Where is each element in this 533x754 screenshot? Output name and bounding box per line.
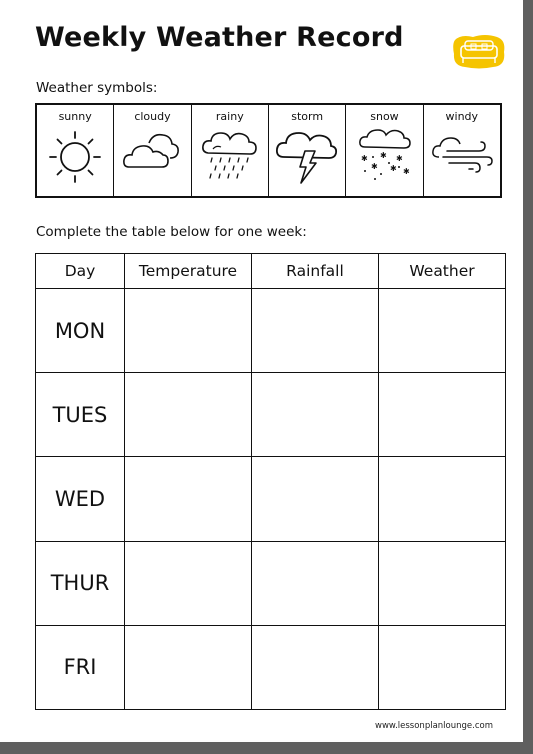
- temperature-cell[interactable]: [125, 373, 252, 457]
- snow-cloud-icon: [353, 127, 415, 183]
- weather-cell[interactable]: [379, 289, 506, 373]
- day-cell: WED: [36, 457, 125, 541]
- symbol-cell-windy: [424, 105, 500, 196]
- header-day: Day: [36, 254, 125, 289]
- symbol-label: sunny: [58, 110, 92, 123]
- symbols-heading: Weather symbols:: [36, 80, 158, 96]
- symbol-label: snow: [370, 110, 399, 123]
- table-row: [36, 625, 506, 709]
- table-row: [36, 457, 506, 541]
- symbol-cell-cloudy: [114, 105, 191, 196]
- temperature-cell[interactable]: [125, 457, 252, 541]
- table-row: [36, 289, 506, 373]
- weather-cell[interactable]: [379, 373, 506, 457]
- rainfall-cell[interactable]: [252, 541, 379, 625]
- instruction-text: Complete the table below for one week:: [36, 224, 307, 240]
- svg-text:✱: ✱: [390, 164, 398, 173]
- day-cell: MON: [36, 289, 125, 373]
- symbol-cell-rainy: [192, 105, 269, 196]
- svg-text:✱: ✱: [380, 151, 388, 160]
- weather-cell[interactable]: [379, 457, 506, 541]
- symbol-cell-storm: [269, 105, 346, 196]
- svg-text:✱: ✱: [403, 167, 411, 176]
- lesson-plan-lounge-logo: [451, 34, 507, 70]
- rainfall-cell[interactable]: [252, 457, 379, 541]
- day-cell: TUES: [36, 373, 125, 457]
- temperature-cell[interactable]: [125, 289, 252, 373]
- rain-cloud-icon: [199, 127, 261, 185]
- header-temperature: Temperature: [125, 254, 252, 289]
- rainfall-cell[interactable]: [252, 625, 379, 709]
- symbol-cell-snow: [346, 105, 423, 196]
- header-rainfall: Rainfall: [252, 254, 379, 289]
- svg-text:✱: ✱: [361, 154, 369, 163]
- sun-icon: [45, 127, 105, 187]
- temperature-cell[interactable]: [125, 541, 252, 625]
- day-cell: FRI: [36, 625, 125, 709]
- svg-text:✱: ✱: [396, 154, 404, 163]
- table-header-row: [36, 254, 506, 289]
- temperature-cell[interactable]: [125, 625, 252, 709]
- symbol-label: rainy: [215, 110, 244, 123]
- symbol-label: storm: [291, 110, 324, 123]
- storm-cloud-icon: [274, 127, 340, 189]
- day-cell: THUR: [36, 541, 125, 625]
- weather-cell[interactable]: [379, 541, 506, 625]
- rainfall-cell[interactable]: [252, 289, 379, 373]
- svg-text:✱: ✱: [371, 162, 379, 171]
- cloud-icon: [121, 127, 183, 177]
- wind-icon: [429, 127, 495, 177]
- table-row: [36, 373, 506, 457]
- symbol-label: windy: [445, 110, 479, 123]
- symbol-label: cloudy: [134, 110, 171, 123]
- weekly-record-table: [35, 253, 506, 710]
- footer-url: www.lessonplanlounge.com: [375, 721, 493, 731]
- weather-cell[interactable]: [379, 625, 506, 709]
- table-row: [36, 541, 506, 625]
- symbol-cell-sunny: [37, 105, 114, 196]
- weather-symbols-table: [35, 103, 502, 198]
- rainfall-cell[interactable]: [252, 373, 379, 457]
- page-title: Weekly Weather Record: [35, 22, 404, 53]
- header-weather: Weather: [379, 254, 506, 289]
